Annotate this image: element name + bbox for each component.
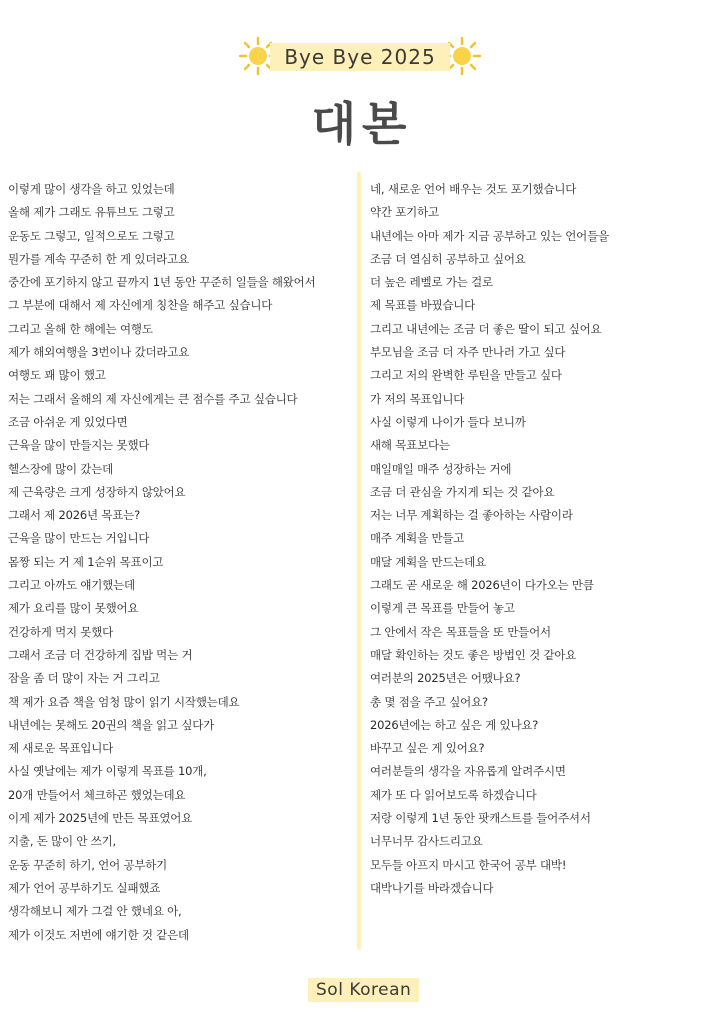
script-line: 너무너무 감사드리고요	[370, 834, 483, 849]
script-line: 매일매일 매주 성장하는 거에	[370, 461, 512, 476]
script-line: 이렇게 많이 생각을 하고 있었는데	[8, 182, 175, 196]
script-line: 더 높은 레벨로 가는 걸로	[370, 275, 493, 290]
script-line: 그리고 내년에는 조금 더 좋은 딸이 되고 싶어요	[370, 321, 602, 336]
script-line: 근육을 많이 만드는 거입니다	[8, 531, 150, 546]
script-line: 약간 포기하고	[370, 205, 439, 220]
script-line: 운동도 그렇고, 일적으로도 그렇고	[8, 228, 175, 243]
column-divider	[357, 172, 361, 950]
script-line: 제가 이것도 저번에 얘기한 것 같은데	[8, 927, 189, 942]
script-line: 저랑 이렇게 1년 동안 팟캐스트를 들어주셔서	[370, 811, 591, 826]
script-line: 제 새로운 목표입니다	[8, 741, 114, 756]
script-line: 내년에는 못해도 20권의 책을 읽고 싶다가	[8, 717, 215, 732]
script-line: 이게 제가 2025년에 만든 목표였어요	[8, 811, 193, 826]
script-line: 조금 더 관심을 가지게 되는 것 같아요	[370, 484, 555, 499]
script-column-right	[370, 178, 715, 900]
script-line: 여러분들의 생각을 자유롭게 알려주시면	[370, 764, 566, 779]
script-line: 사실 이렇게 나이가 들다 보니까	[370, 414, 526, 429]
script-line: 올해 제가 그래도 유튜브도 그렇고	[8, 205, 175, 220]
script-line: 그 부분에 대해서 제 자신에게 칭찬을 해주고 싶습니다	[8, 298, 273, 313]
script-line: 가 저의 목표입니다	[370, 391, 465, 406]
script-line: 건강하게 먹지 못했다	[8, 624, 114, 639]
script-line: 제 목표를 바꿨습니다	[370, 298, 476, 313]
script-line: 잠을 좀 더 많이 자는 거 그리고	[8, 671, 160, 686]
script-line: 조금 아쉬운 게 있었다면	[8, 414, 128, 429]
script-line: 사실 옛날에는 제가 이렇게 목표를 10개,	[8, 764, 207, 779]
script-line: 제가 언어 공부하기도 실패했죠	[8, 880, 161, 895]
footer-brand-label: Sol Korean	[308, 978, 419, 1002]
script-line: 그리고 올해 한 해에는 여행도	[8, 321, 153, 336]
script-line: 부모님을 조금 더 자주 만나러 가고 싶다	[370, 345, 566, 360]
banner	[246, 40, 474, 74]
script-line: 제 근육량은 크게 성장하지 않았어요	[8, 484, 186, 499]
script-line: 여러분의 2025년은 어땠나요?	[370, 671, 521, 686]
script-line: 근육을 많이 만들지는 못했다	[8, 438, 150, 453]
script-line: 몸짱 되는 거 제 1순위 목표이고	[8, 554, 164, 569]
script-line: 책 제가 요즘 책을 엄청 많이 읽기 시작했는데요	[8, 694, 240, 709]
script-line: 20개 만들어서 체크하곤 했었는데요	[8, 787, 186, 802]
page-title: 대본	[311, 97, 413, 151]
script-line: 매달 계획을 만드는데요	[370, 554, 486, 569]
script-line: 운동 꾸준히 하기, 언어 공부하기	[8, 857, 168, 872]
script-line: 제가 해외여행을 3번이나 갔더라고요	[8, 345, 190, 360]
script-line: 지출, 돈 많이 안 쓰기,	[8, 834, 117, 849]
script-line: 헬스장에 많이 갔는데	[8, 461, 114, 476]
script-line: 여행도 꽤 많이 했고	[8, 368, 106, 383]
script-line: 제가 요리를 많이 못했어요	[8, 601, 139, 616]
script-line: 그래도 곧 새로운 해 2026년이 다가오는 만큼	[370, 578, 594, 593]
script-line: 조금 더 열심히 공부하고 싶어요	[370, 251, 526, 266]
script-line: 저는 그래서 올해의 제 자신에게는 큰 점수를 주고 싶습니다	[8, 391, 298, 406]
script-line: 대박나기를 바라겠습니다	[370, 880, 494, 895]
script-line: 그리고 아까도 얘기했는데	[8, 578, 135, 593]
script-line: 모두들 아프지 마시고 한국어 공부 대박!	[370, 857, 567, 872]
script-line: 그래서 조금 더 건강하게 집밥 먹는 거	[8, 647, 193, 662]
script-line: 중간에 포기하지 않고 끝까지 1년 동안 꾸준히 일들을 해왔어서	[8, 275, 316, 290]
script-column-left	[8, 178, 353, 947]
script-line: 매달 확인하는 것도 좋은 방법인 것 같아요	[370, 647, 577, 662]
banner-title: Bye Bye 2025	[270, 43, 449, 71]
script-line: 내년에는 아마 제가 지금 공부하고 있는 언어들을	[370, 228, 609, 243]
script-line: 그리고 저의 완벽한 루틴을 만들고 싶다	[370, 368, 562, 383]
script-line: 제가 또 다 읽어보도록 하겠습니다	[370, 787, 537, 802]
script-line: 뭔가를 계속 꾸준히 한 게 있더라고요	[8, 251, 189, 266]
script-line: 그 안에서 작은 목표들을 또 만들어서	[370, 624, 551, 639]
script-line: 저는 너무 계획하는 걸 좋아하는 사람이라	[370, 508, 573, 523]
script-line: 새해 목표보다는	[370, 438, 450, 453]
script-line: 매주 계획을 만들고	[370, 531, 465, 546]
script-line: 네, 새로운 언어 배우는 것도 포기했습니다	[370, 182, 577, 196]
script-line: 총 몇 점을 주고 싶어요?	[370, 694, 488, 709]
script-line: 이렇게 큰 목표를 만들어 놓고	[370, 601, 515, 616]
script-line: 생각해보니 제가 그걸 안 했네요 아,	[8, 904, 182, 919]
script-line: 바꾸고 싶은 게 있어요?	[370, 741, 485, 756]
script-line: 그래서 제 2026년 목표는?	[8, 508, 141, 523]
script-line: 2026년에는 하고 싶은 게 있나요?	[370, 717, 539, 732]
